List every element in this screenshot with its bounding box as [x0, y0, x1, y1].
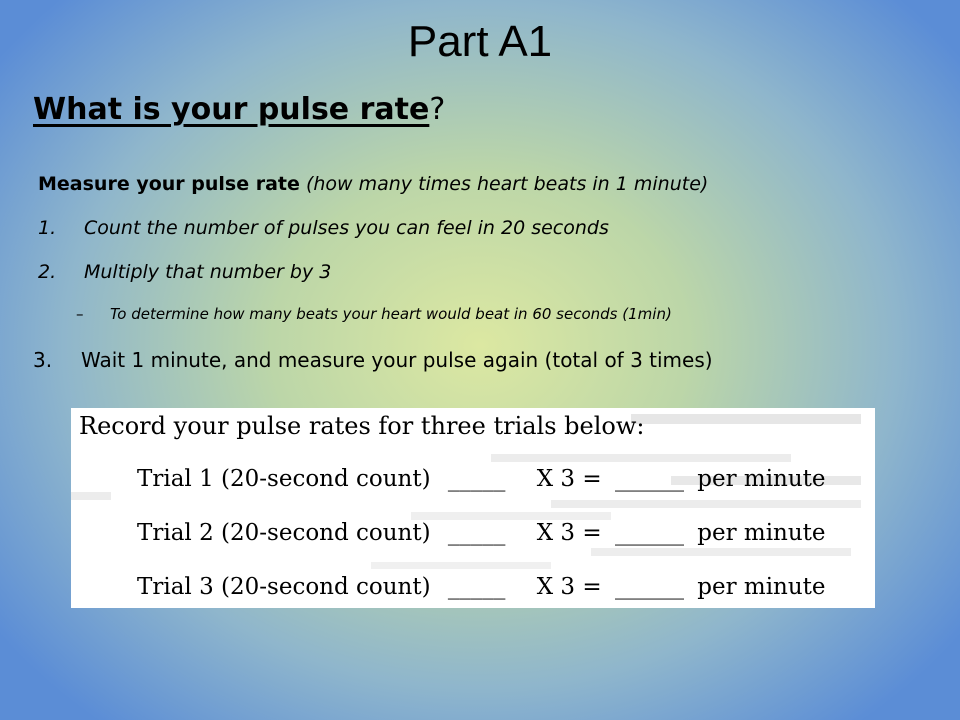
count-blank: _____	[447, 466, 506, 492]
step-text: Wait 1 minute, and measure your pulse again (total of 3 times)	[81, 348, 713, 372]
instruction-step-3	[33, 343, 713, 377]
question-heading	[33, 88, 445, 132]
multiply-text: X 3 =	[536, 520, 602, 546]
sub-bullet-text: To determine how many beats your heart would beat in 60 seconds (1min)	[110, 305, 672, 323]
count-blank: _____	[447, 520, 506, 546]
worksheet-heading: Record your pulse rates for three trials below:	[79, 412, 645, 440]
trial-row	[137, 518, 826, 548]
unit-text: per minute	[697, 574, 826, 600]
intro-bold-text: Measure your pulse rate	[38, 173, 300, 195]
trial-label: Trial 1 (20-second count)	[137, 466, 431, 492]
result-blank: ______	[614, 574, 684, 600]
instruction-step-2	[38, 256, 331, 288]
result-blank: ______	[614, 466, 684, 492]
step-number: 1.	[38, 217, 57, 239]
step-number: 3.	[33, 348, 53, 372]
instruction-step-1	[38, 212, 609, 244]
trial-row	[137, 572, 826, 602]
intro-italic-text: (how many times heart beats in 1 minute)	[305, 173, 709, 195]
multiply-text: X 3 =	[536, 574, 602, 600]
step-text: Multiply that number by 3	[84, 261, 332, 283]
dash-bullet: –	[76, 305, 84, 323]
multiply-text: X 3 =	[536, 466, 602, 492]
trial-label: Trial 3 (20-second count)	[137, 574, 431, 600]
trial-row	[137, 464, 826, 494]
instruction-intro	[38, 168, 708, 200]
question-text: What is your pulse rate	[33, 92, 430, 127]
worksheet-image	[71, 408, 875, 608]
question-mark: ?	[429, 92, 446, 127]
step-number: 2.	[38, 261, 57, 283]
step-text: Count the number of pulses you can feel in 20 seconds	[84, 217, 609, 239]
slide-title: Part A1	[407, 17, 553, 66]
result-blank: ______	[614, 520, 684, 546]
instruction-sub-bullet	[76, 302, 672, 326]
count-blank: _____	[447, 574, 506, 600]
unit-text: per minute	[697, 466, 826, 492]
trial-label: Trial 2 (20-second count)	[137, 520, 431, 546]
unit-text: per minute	[697, 520, 826, 546]
